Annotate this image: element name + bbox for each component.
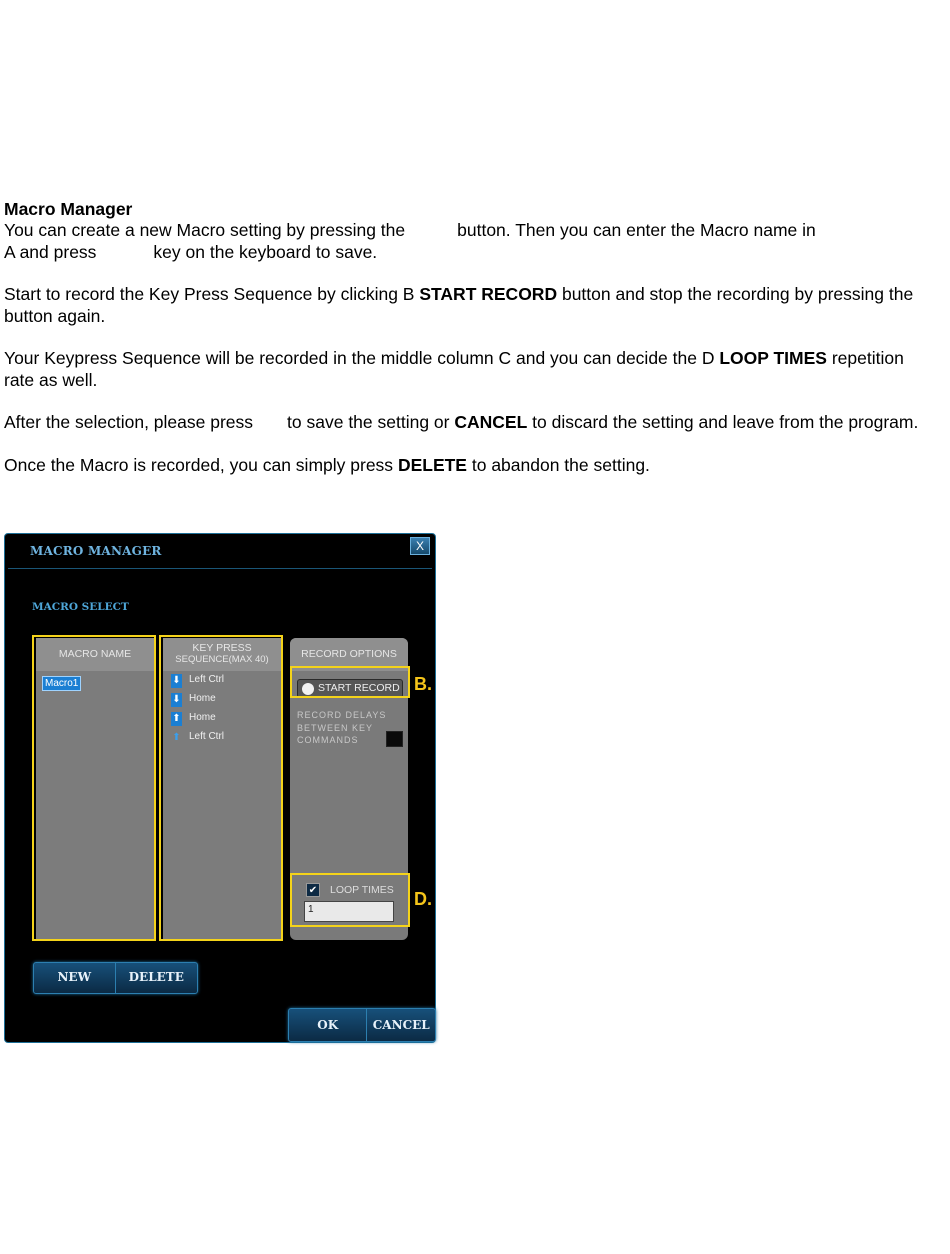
macro-list-item[interactable]: Macro1 [42, 676, 81, 691]
macro-select-title: MACRO SELECT [32, 601, 129, 613]
doc-heading: Macro Manager [4, 199, 133, 219]
arrow-up-icon: ⬆ [172, 713, 181, 724]
key-sequence-header: KEY PRESS SEQUENCE(MAX 40) [163, 638, 281, 671]
ok-button[interactable]: OK [317, 1018, 339, 1032]
highlight-a [32, 635, 156, 941]
paragraph-save: After the selection, please press to save the setting or CANCEL to discard the setting and leave from the program. [4, 412, 919, 432]
key-sequence-column: KEY PRESS SEQUENCE(MAX 40) ⬇ Left Ctrl ⬇ Home ⬆ Home ⬆ Left Ctrl [163, 638, 281, 940]
title-divider [8, 568, 432, 569]
close-button[interactable]: X [410, 537, 430, 555]
document-body [4, 198, 934, 497]
loop-times-checkbox[interactable]: ✔ [306, 883, 320, 897]
loop-times-label: LOOP TIMES [330, 884, 394, 896]
macro-name-header: MACRO NAME [36, 638, 154, 671]
new-button[interactable]: NEW [57, 970, 92, 984]
cancel-button[interactable]: CANCEL [366, 1009, 435, 1041]
paragraph-new-macro: You can create a new Macro setting by pressing the button. Then you can enter the Macro name in A and press key on the keyboard to save. [4, 220, 816, 262]
arrow-down-icon: ⬇ [172, 675, 181, 686]
delete-button[interactable]: DELETE [115, 963, 198, 993]
paragraph-delete: Once the Macro is recorded, you can simply press DELETE to abandon the setting. [4, 454, 650, 475]
loop-times-input[interactable]: 1 [304, 901, 394, 922]
window-title: MACRO MANAGER [30, 544, 162, 558]
highlight-b [290, 666, 410, 698]
paragraph-start-record: Start to record the Key Press Sequence by clicking B START RECORD button and stop the recording by pressing the button again. [4, 284, 914, 326]
highlight-d [290, 873, 410, 927]
start-record-button[interactable]: START RECORD [297, 679, 403, 698]
arrow-down-icon: ⬇ [172, 694, 181, 705]
paragraph-loop-times: Your Keypress Sequence will be recorded in the middle column C and you can decide the D LOOP TIMES repetition rate as well. [4, 348, 904, 390]
record-options-header: RECORD OPTIONS [290, 638, 408, 671]
label-d: D. [414, 889, 432, 909]
new-delete-group [33, 962, 198, 994]
record-delays-checkbox[interactable] [386, 731, 403, 747]
ok-cancel-group [288, 1008, 436, 1042]
macro-manager-window [4, 533, 436, 1043]
record-delays-label: RECORD DELAYS BETWEEN KEY COMMANDS [297, 710, 387, 745]
arrow-up-icon: ⬆ [172, 732, 181, 743]
highlight-c [159, 635, 283, 941]
label-b: B. [414, 674, 432, 694]
